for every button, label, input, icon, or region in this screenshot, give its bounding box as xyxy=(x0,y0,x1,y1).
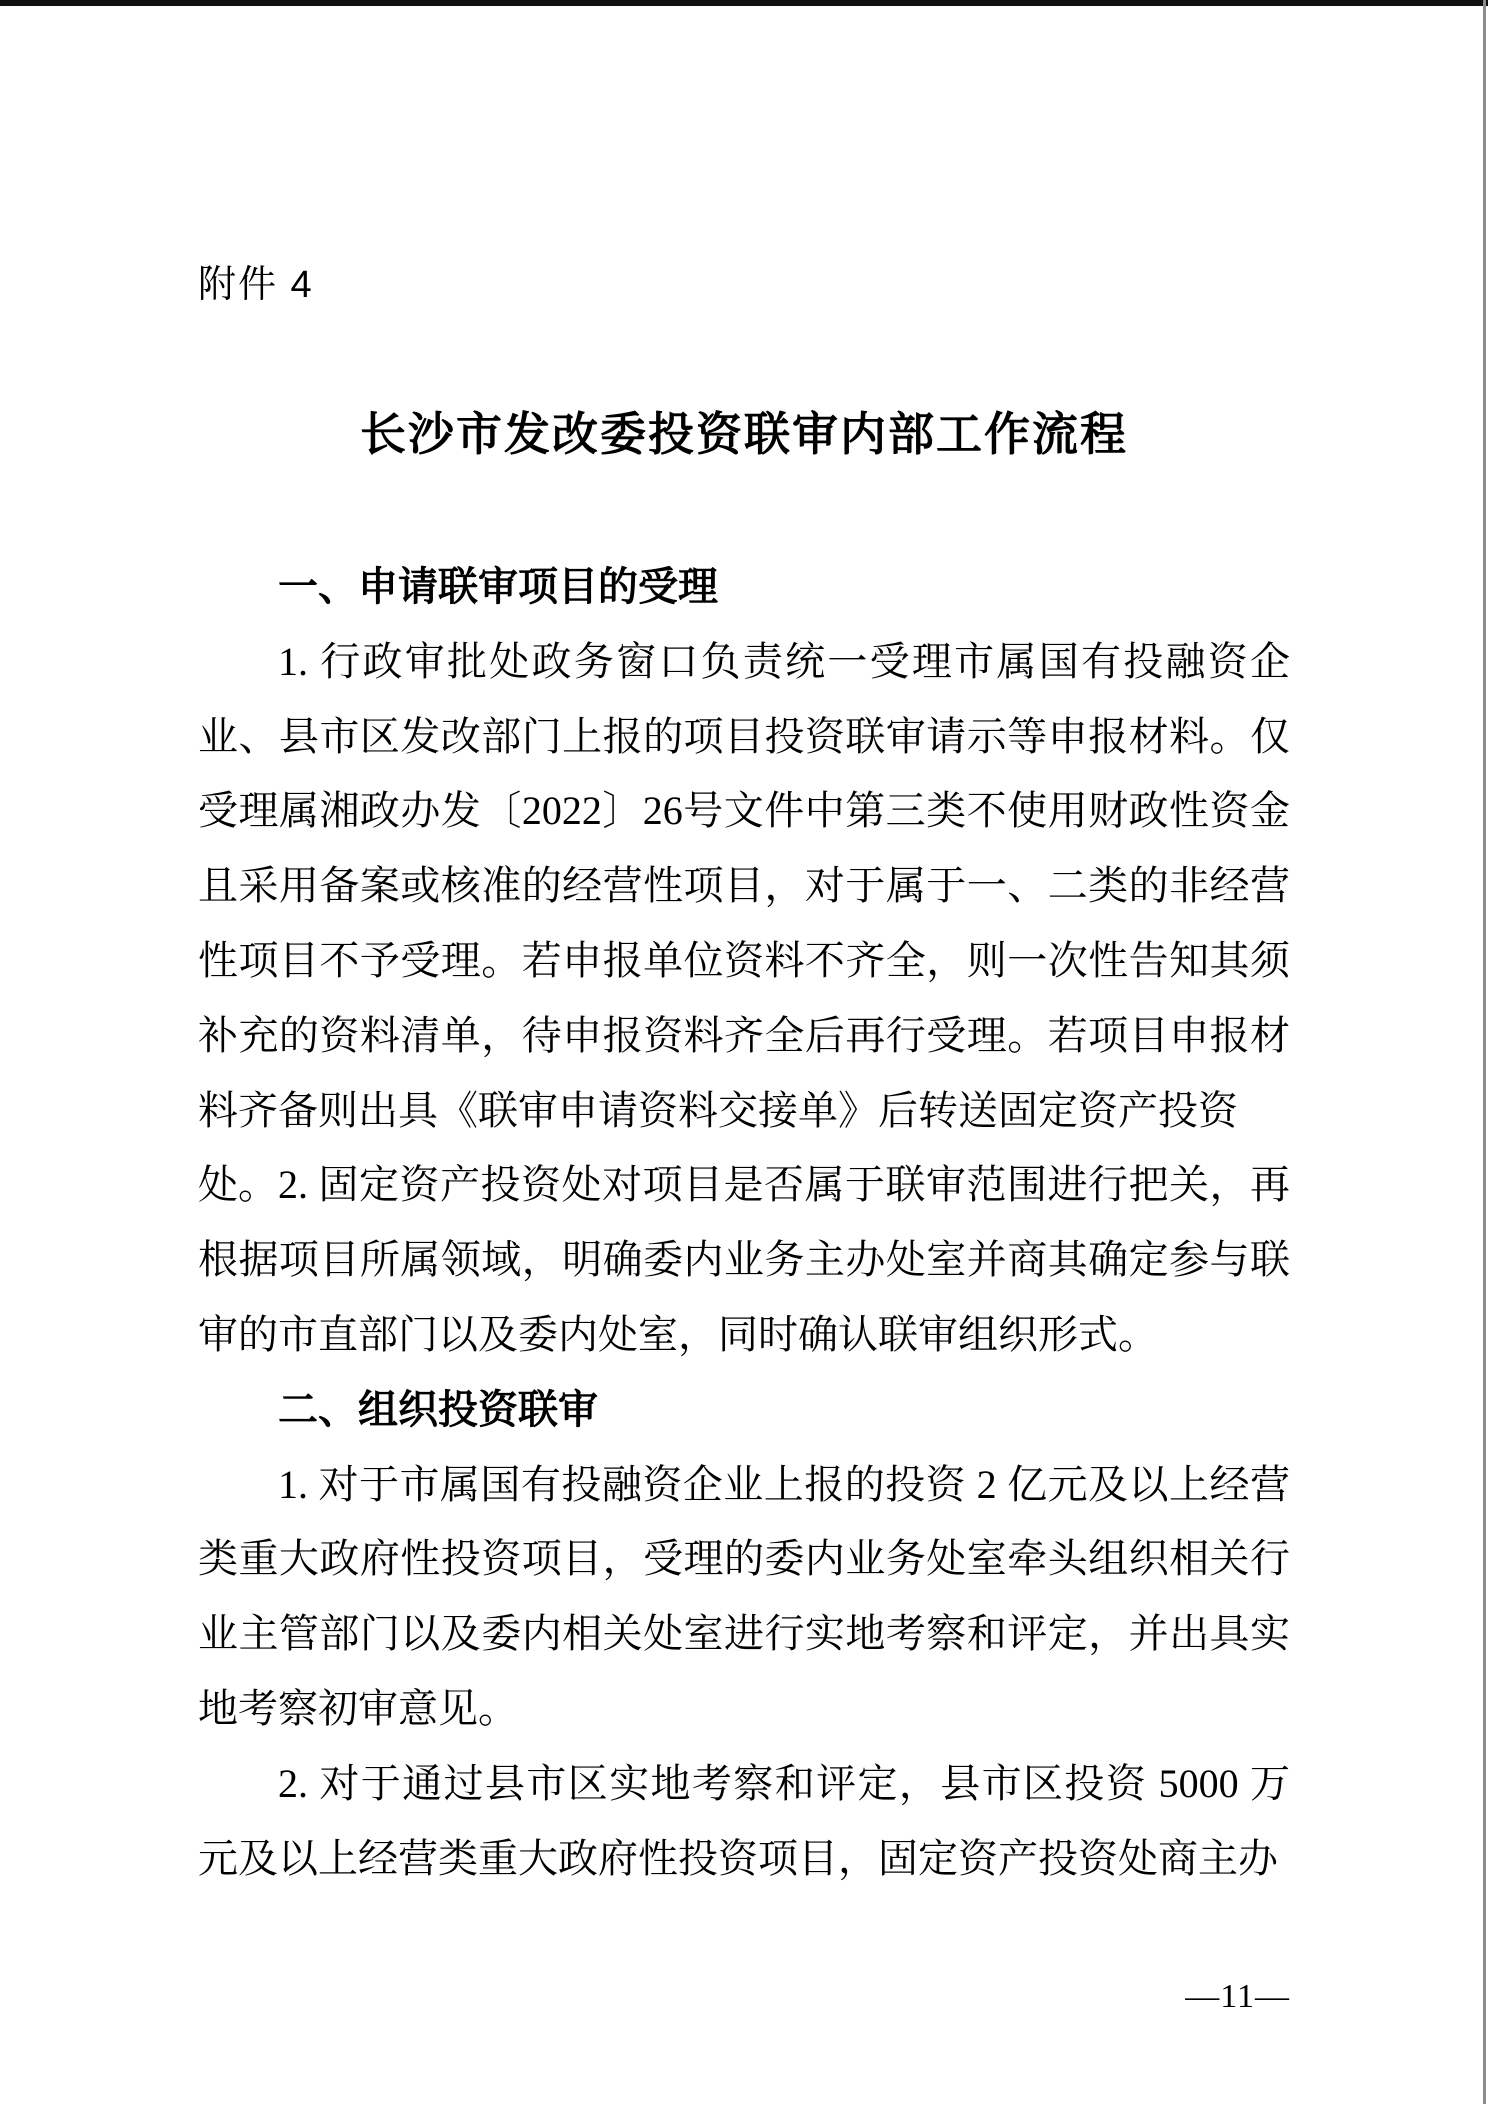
document-line: 1. 对于市属国有投融资企业上报的投资 2 亿元及以上经营 xyxy=(278,1461,1290,1507)
attachment-label: 附件 4 xyxy=(198,264,314,306)
section-heading: 一、申请联审项目的受理 xyxy=(278,565,718,609)
document-line: 性项目不予受理。若申报单位资料不齐全，则一次性告知其须 xyxy=(198,937,1290,983)
document-line: 2. 对于通过县市区实地考察和评定，县市区投资 5000 万 xyxy=(278,1760,1290,1806)
document-line: 业主管部门以及委内相关处室进行实地考察和评定，并出具实 xyxy=(198,1611,1290,1657)
section-heading: 二、组织投资联审 xyxy=(278,1387,598,1432)
document-line: 业、县市区发改部门上报的项目投资联审请示等申报材料。仅 xyxy=(198,713,1290,759)
document-line: 元及以上经营类重大政府性投资项目，固定资产投资处商主办 xyxy=(198,1835,1278,1881)
document-line: 且采用备案或核准的经营性项目，对于属于一、二类的非经营 xyxy=(198,863,1290,909)
document-title: 长沙市发改委投资联审内部工作流程 xyxy=(360,407,1128,461)
scan-top-edge-bar xyxy=(0,0,1488,6)
document-line: 料齐备则出具《联审申请资料交接单》后转送固定资产投资处。 xyxy=(198,1087,1238,1208)
page-number: —11— xyxy=(1185,1978,1290,2015)
document-line: 审的市直部门以及委内处室，同时确认联审组织形式。 xyxy=(198,1311,1158,1357)
document-line: 受理属湘政办发〔2022〕26号文件中第三类不使用财政性资金 xyxy=(198,788,1290,834)
document-line: 1. 行政审批处政务窗口负责统一受理市属国有投融资企 xyxy=(278,638,1290,684)
document-line: 根据项目所属领域，明确委内业务主办处室并商其确定参与联 xyxy=(198,1237,1290,1283)
document-line: 2. 固定资产投资处对项目是否属于联审范围进行把关，再 xyxy=(278,1162,1290,1208)
document-line: 类重大政府性投资项目，受理的委内业务处室牵头组织相关行 xyxy=(198,1536,1290,1582)
document-line: 补充的资料清单，待申报资料齐全后再行受理。若项目申报材 xyxy=(198,1012,1290,1058)
document-body xyxy=(198,550,1290,1896)
scan-right-edge-line xyxy=(1483,0,1486,2104)
document-line: 地考察初审意见。 xyxy=(198,1685,518,1731)
